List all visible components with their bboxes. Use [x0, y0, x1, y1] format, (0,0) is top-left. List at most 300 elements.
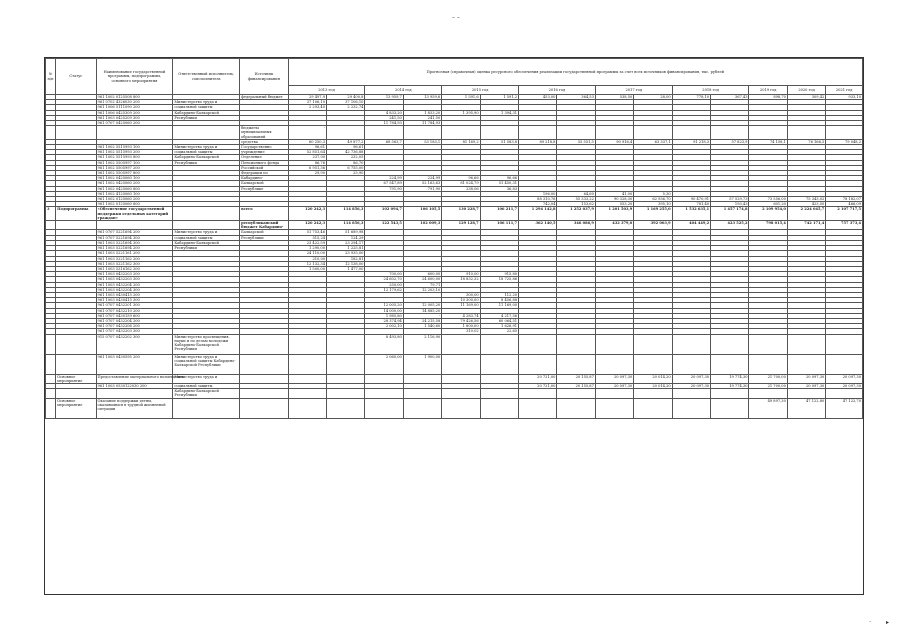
cell-value: 6 951,36: [288, 165, 326, 170]
cell-name: 961 0707 0432206 200: [96, 324, 173, 329]
cell-num: 3: [46, 207, 56, 221]
cell-value: 20 014,20: [634, 374, 672, 383]
cell-value: 29 497,9: [288, 95, 326, 100]
cell-value: 224,99: [403, 176, 441, 181]
cell-value: 1 394,31: [480, 110, 518, 115]
cell-value: 742 171,4: [787, 221, 825, 230]
cell-value: 20 155,87: [557, 374, 595, 383]
cell-name: 961 1003 0432203 300: [96, 277, 173, 282]
year-header: 2020 год: [787, 86, 825, 95]
cell-value: 1 833,20: [403, 110, 441, 115]
cell-name: 961 1003 0430595 200: [96, 354, 173, 374]
corner-mark: ▸: [885, 619, 889, 626]
cell-value: 1 252 037,9: [557, 207, 595, 221]
cell-value: [519, 354, 557, 374]
cell-name: 961 1002 5505997 800: [96, 171, 173, 176]
cell-value: 757 373,4: [826, 221, 863, 230]
cell-value: 22,65: [480, 329, 518, 334]
cell-executor: [173, 207, 240, 221]
cell-value: [787, 126, 825, 140]
cell-value: [711, 398, 749, 418]
cell-name: 915 0707 0432202 300: [96, 334, 173, 354]
cell-value: 310,02: [442, 329, 480, 334]
cell-value: [595, 389, 633, 398]
cell-value: [634, 354, 672, 374]
table-row: [46, 374, 863, 383]
cell-value: 20 097,30: [787, 374, 825, 383]
cell-value: 237,00: [288, 155, 326, 160]
cell-value: 153,62: [557, 202, 595, 207]
cell-value: 42 736,88: [327, 150, 365, 155]
cell-value: [327, 389, 365, 398]
cell-num: [46, 334, 56, 354]
cell-value: 28 374,94: [365, 318, 403, 323]
table-row: [46, 126, 863, 140]
cell-value: 37 106,10: [288, 100, 326, 105]
cell-value: 12 138,00: [327, 261, 365, 266]
cell-value: 6 755,00: [327, 165, 365, 170]
cell-source: Пенсионного фонда: [240, 160, 289, 165]
cell-name: 961 1003 0430415 200: [96, 292, 173, 297]
cell-value: 11 169,00: [442, 303, 480, 308]
cell-num: [46, 389, 56, 398]
cell-value: 29,90: [288, 171, 326, 176]
cell-executor: социальной защиты: [173, 105, 240, 110]
cell-value: 346 086,9: [557, 221, 595, 230]
cell-value: 21 700,00: [749, 374, 787, 383]
cell-value: 19 774,30: [711, 374, 749, 383]
cell-value: [595, 126, 633, 140]
budget-table-sheet: [44, 57, 864, 595]
cell-value: 90 916,4: [595, 139, 633, 144]
cell-value: 47 122,70: [826, 398, 863, 418]
cell-value: 96,66: [442, 176, 480, 181]
cell-source: [240, 389, 289, 398]
cell-value: 96,61: [288, 145, 326, 150]
cell-value: 466,09: [826, 202, 863, 207]
cell-value: 2 107 717,5: [826, 207, 863, 221]
cell-executor: Кабардино-Балкарской: [173, 110, 240, 115]
cell-value: 51 583,8: [480, 139, 518, 144]
cell-value: 1 201 503,9: [595, 207, 633, 221]
cell-value: 49 877,2: [327, 139, 365, 144]
cell-value: 193,43: [711, 202, 749, 207]
cell-executor: Кабардино-Балкарской Республики: [173, 389, 240, 398]
cell-name: 961 1003 0530122030 200: [96, 383, 173, 388]
cell-value: 11 169,00: [480, 303, 518, 308]
cell-source: республиканский бюджет Кабардино-: [240, 221, 289, 230]
cell-name: 961 1003 0425209 300: [96, 115, 173, 120]
cell-value: [557, 354, 595, 374]
cell-executor: Министерство просвещения, науки и по делам молодежи Кабардино-Балкарской Республики: [173, 334, 240, 354]
cell-source: средства: [240, 139, 289, 144]
cell-value: 241,50: [403, 115, 441, 120]
cell-value: 364,53: [557, 95, 595, 100]
cell-executor: Кабардино-Балкарской: [173, 240, 240, 245]
cell-value: 129 128,7: [442, 221, 480, 230]
cell-value: 68 563,7: [365, 139, 403, 144]
cell-value: 300,00: [442, 292, 480, 297]
year-header: 2019 год: [749, 86, 787, 95]
cell-name: 961 1002 5515993 100: [96, 145, 173, 150]
cell-name: 961 1003 5316162 200: [96, 266, 173, 271]
cell-value: [327, 126, 365, 140]
cell-value: 75 343,02: [787, 197, 825, 202]
year-header: 2018 год: [672, 86, 749, 95]
cell-value: [826, 334, 863, 354]
cell-name: 961 1003 5221161 200: [96, 251, 173, 256]
cell-name: 961 0707 0432203 300: [96, 329, 173, 334]
table-row: [46, 398, 863, 418]
cell-value: [787, 354, 825, 374]
year-header: 2013 год: [288, 86, 365, 95]
cell-value: 20 097,30: [826, 383, 863, 388]
cell-name: 961 0707 0430159 600: [96, 313, 173, 318]
cell-value: 8 456,88: [480, 298, 518, 303]
cell-value: [749, 126, 787, 140]
cell-value: 1 169 255,0: [634, 207, 672, 221]
cell-value: [519, 398, 557, 418]
cell-value: 81 169,2: [442, 139, 480, 144]
cell-name: 961 0702 4326030 200: [96, 100, 173, 105]
cell-value: 91 218,3: [672, 139, 710, 144]
cell-value: 36,83: [480, 186, 518, 191]
cell-value: 4 217,56: [480, 313, 518, 318]
cell-value: 538,50: [595, 95, 633, 100]
cell-value: 404 449,2: [672, 221, 710, 230]
cell-value: [480, 334, 518, 354]
table-body: [46, 95, 863, 419]
cell-value: [557, 334, 595, 354]
cell-value: 1 457 174,8: [711, 207, 749, 221]
cell-executor: социальной защиты: [173, 383, 240, 388]
cell-name: 961 1002 0425060 200: [96, 181, 173, 186]
cell-value: 423,50: [787, 202, 825, 207]
cell-value: 241,50: [365, 115, 403, 120]
cell-value: 12 203,10: [403, 287, 441, 292]
cell-source: Отделение: [240, 155, 289, 160]
cell-value: 106 211,7: [480, 207, 518, 221]
cell-value: 367,43: [711, 95, 749, 100]
cell-value: [480, 389, 518, 398]
header-forecast: Прогнозная (справочная) оценка ресурсного обеспечения реализации государственной программы за счет всех источников финансирования, тыс. рублей: [288, 59, 862, 86]
cell-executor: Республики: [173, 160, 240, 165]
cell-value: 781,40: [672, 202, 710, 207]
cell-value: 90 328,30: [595, 197, 633, 202]
cell-value: 41,00: [595, 191, 633, 196]
cell-value: [442, 389, 480, 398]
cell-name: 961 1002 0125508 800: [96, 95, 173, 100]
cell-value: 25,90: [327, 171, 365, 176]
cell-value: 8 493,80: [365, 334, 403, 354]
cell-value: 52 851,64: [288, 150, 326, 155]
cell-value: 23 422,59: [288, 240, 326, 245]
cell-value: [442, 354, 480, 374]
cell-value: 2 060,00: [365, 354, 403, 374]
table-row: [46, 389, 863, 398]
cell-value: 2 232,74: [327, 105, 365, 110]
cell-value: 96,61: [327, 145, 365, 150]
cell-value: [288, 374, 326, 383]
cell-value: 51 450,31: [480, 181, 518, 186]
cell-value: 51 689,98: [327, 230, 365, 235]
cell-source: бюджеты муниципальных образований: [240, 126, 289, 140]
cell-name: 961 1003 5221162 200: [96, 256, 173, 261]
cell-value: 18 832,32: [442, 277, 480, 282]
cell-name: 961 1002 5515993 800: [96, 155, 173, 160]
cell-value: 122 543,5: [365, 221, 403, 230]
cell-value: [403, 389, 441, 398]
header-num: № п/п: [46, 59, 56, 95]
cell-value: [365, 126, 403, 140]
cell-value: [634, 389, 672, 398]
cell-name: 961 1003 0432204 200: [96, 282, 173, 287]
cell-executor: Республики: [173, 246, 240, 251]
cell-value: 1 626,91: [480, 324, 518, 329]
cell-value: 898,70: [749, 95, 787, 100]
cell-value: [442, 374, 480, 383]
cell-name: 961 1002 4125060 100: [96, 191, 173, 196]
cell-value: 79,71: [403, 282, 441, 287]
cell-value: [749, 354, 787, 374]
cell-value: 53 183,1: [403, 139, 441, 144]
cell-value: 13 959,7: [365, 95, 403, 100]
cell-value: 120 242,3: [288, 207, 326, 221]
cell-name: Оказание поддержки детям, оказавшимся в трудной жизненной ситуации: [96, 398, 173, 418]
cell-value: 29 400,8: [327, 95, 365, 100]
corner-mark: ·: [869, 619, 871, 626]
cell-value: 453,00: [519, 95, 557, 100]
cell-value: 196,00: [519, 191, 557, 196]
cell-value: [480, 398, 518, 418]
cell-executor: [173, 126, 240, 140]
cell-value: [442, 334, 480, 354]
cell-value: 120 242,3: [288, 221, 326, 230]
cell-value: 20 097,30: [672, 383, 710, 388]
cell-value: [711, 126, 749, 140]
cell-value: [288, 354, 326, 374]
cell-name: Предоставление материального возмещения: [96, 374, 173, 383]
cell-executor: Республики: [173, 115, 240, 120]
cell-source: всего: [240, 207, 289, 221]
cell-value: 238,06: [442, 186, 480, 191]
cell-value: 910,00: [442, 272, 480, 277]
cell-source: Республики: [240, 235, 289, 240]
cell-value: 362 140,5: [519, 221, 557, 230]
year-header: 2015 год: [442, 86, 519, 95]
cell-value: 28,00: [634, 95, 672, 100]
cell-value: 62 936,70: [634, 197, 672, 202]
cell-value: 24 602,70: [365, 277, 403, 282]
cell-value: [480, 374, 518, 383]
cell-source: Балкарской: [240, 230, 289, 235]
cell-status: [56, 126, 96, 140]
cell-value: 1 290,00: [288, 246, 326, 251]
cell-value: 114 856,3: [327, 221, 365, 230]
cell-name: 961 1002 0125060 200: [96, 197, 173, 202]
cell-source: Балкарской: [240, 181, 289, 186]
cell-executor: социальной защиты: [173, 235, 240, 240]
cell-name: 961 0707 0432204 200: [96, 318, 173, 323]
cell-name: 961 1006 5111090 200: [96, 105, 173, 110]
cell-value: 60 250,3: [288, 139, 326, 144]
cell-value: 20 097,30: [826, 374, 863, 383]
cell-value: 13 959,6: [403, 95, 441, 100]
year-header: 2017 год: [595, 86, 672, 95]
cell-value: 79 048,2: [826, 139, 863, 144]
cell-value: [442, 126, 480, 140]
cell-value: 600,00: [403, 272, 441, 277]
cell-value: [672, 398, 710, 418]
cell-value: [327, 374, 365, 383]
cell-value: 49 897,30: [749, 398, 787, 418]
cell-value: [711, 354, 749, 374]
header-status: Статус: [56, 59, 96, 95]
year-header: 2016 год: [519, 86, 596, 95]
cell-value: [749, 334, 787, 354]
cell-value: -: [288, 126, 326, 140]
cell-value: 2 293,40: [288, 105, 326, 110]
cell-value: [365, 398, 403, 418]
cell-num: [46, 221, 56, 230]
cell-name: 961 1003 0430415 300: [96, 298, 173, 303]
cell-name: [96, 126, 173, 140]
cell-value: 232,05: [327, 155, 365, 160]
cell-value: 112,20: [480, 292, 518, 297]
cell-status: [56, 354, 96, 374]
cell-value: [672, 354, 710, 374]
cell-value: [711, 389, 749, 398]
cell-name: [96, 221, 173, 230]
cell-value: 210,00: [288, 256, 326, 261]
cell-value: [480, 354, 518, 374]
cell-value: [557, 126, 595, 140]
cell-value: 60 064,51: [480, 318, 518, 323]
cell-value: [403, 126, 441, 140]
cell-value: 700,00: [365, 272, 403, 277]
cell-value: 20 721,00: [519, 383, 557, 388]
cell-value: [749, 389, 787, 398]
cell-value: 19 774,30: [711, 383, 749, 388]
cell-value: [595, 354, 633, 374]
cell-value: [787, 389, 825, 398]
cell-value: [711, 334, 749, 354]
cell-value: 47 122,80: [787, 398, 825, 418]
cell-value: 55 551,5: [557, 139, 595, 144]
cell-value: 96,66: [480, 176, 518, 181]
cell-name: 961 0707 5221694 300: [96, 235, 173, 240]
cell-value: [672, 389, 710, 398]
cell-executor: [173, 221, 240, 230]
cell-value: 1 500,00: [288, 266, 326, 271]
cell-name: 961 1002 0125060 800: [96, 202, 173, 207]
cell-value: [826, 389, 863, 398]
cell-value: 11 784,93: [403, 121, 441, 126]
cell-source: Государственно: [240, 145, 289, 150]
cell-value: [288, 398, 326, 418]
cell-name: 961 0707 5221694 200: [96, 230, 173, 235]
cell-value: 798 015,4: [749, 221, 787, 230]
cell-value: 18 725,86: [480, 277, 518, 282]
cell-value: 74 158,1: [749, 139, 787, 144]
cell-value: 57 823,9: [711, 139, 749, 144]
cell-value: [557, 389, 595, 398]
cell-value: [634, 126, 672, 140]
cell-value: 24 215,58: [403, 318, 441, 323]
cell-value: 5,30: [634, 191, 672, 196]
cell-value: 2 116,90: [403, 334, 441, 354]
cell-value: 1 540,60: [403, 324, 441, 329]
cell-value: 57 529,73: [711, 197, 749, 202]
cell-value: [403, 374, 441, 383]
cell-value: [519, 126, 557, 140]
cell-value: 76 166,5: [787, 139, 825, 144]
cell-num: [46, 126, 56, 140]
cell-value: 90 470,91: [672, 197, 710, 202]
resource-forecast-table: [45, 58, 863, 419]
cell-value: 78 182,07: [826, 197, 863, 202]
cell-source: [240, 374, 289, 383]
cell-value: 791,90: [365, 186, 403, 191]
page-number-mark: – –: [452, 14, 460, 21]
cell-value: 224,99: [365, 176, 403, 181]
header-source: Источник финансирования: [240, 59, 289, 95]
cell-value: [826, 354, 863, 374]
cell-value: 778,10: [672, 95, 710, 100]
cell-value: 742,04: [519, 202, 557, 207]
cell-name: 961 1002 5505997 100: [96, 160, 173, 165]
cell-value: 23 294,17: [327, 240, 365, 245]
cell-value: 1 800,00: [442, 324, 480, 329]
cell-value: 1 900,00: [403, 354, 441, 374]
cell-value: 12 005,20: [403, 303, 441, 308]
cell-value: 1 225,81: [327, 246, 365, 251]
cell-value: 791,90: [403, 186, 441, 191]
cell-value: 51 753,46: [288, 230, 326, 235]
cell-value: [288, 389, 326, 398]
cell-executor: [173, 398, 240, 418]
cell-value: [442, 398, 480, 418]
cell-value: 250,00: [365, 282, 403, 287]
cell-value: 106 111,7: [480, 221, 518, 230]
cell-value: [826, 126, 863, 140]
cell-name: «Обеспечение государственной поддержки отдельных категорий граждан»: [96, 207, 173, 221]
cell-name: 961 0707 0425060 200: [96, 121, 173, 126]
cell-executor: Министерство труда и социальной защиты Кабардино-Балкарской Республики: [173, 354, 240, 374]
cell-status: Подпрограмма: [56, 207, 96, 221]
cell-value: 432 379,0: [595, 221, 633, 230]
cell-value: [519, 334, 557, 354]
cell-value: 20 097,30: [595, 383, 633, 388]
cell-value: 2 109 954,0: [749, 207, 787, 221]
cell-source: учреждение: [240, 150, 289, 155]
cell-value: [327, 398, 365, 418]
cell-value: 24 110,00: [288, 251, 326, 256]
cell-name: 961 0707 0432201 300: [96, 303, 173, 308]
cell-value: 89 218,8: [519, 139, 557, 144]
cell-value: 73 556,00: [749, 197, 787, 202]
cell-name: [96, 389, 173, 398]
cell-value: 102 094,7: [365, 207, 403, 221]
cell-value: 10 300,00: [442, 298, 480, 303]
cell-value: 20 097,30: [595, 374, 633, 383]
cell-executor: Министерство труда и: [173, 230, 240, 235]
cell-value: 14 885,20: [403, 308, 441, 313]
cell-value: [595, 398, 633, 418]
cell-value: 37 106,10: [327, 100, 365, 105]
cell-value: 12 132,34: [288, 261, 326, 266]
cell-value: [787, 334, 825, 354]
